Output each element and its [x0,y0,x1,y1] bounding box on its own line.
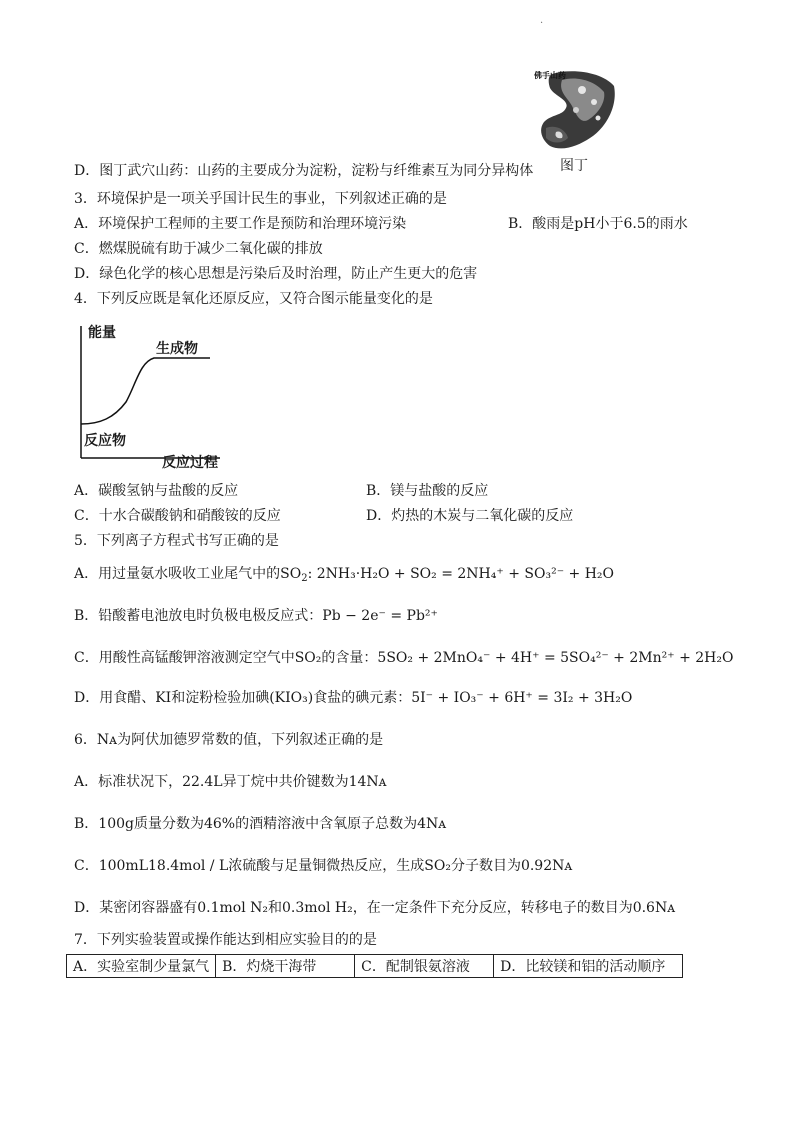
q5-option-a-text: A．用过量氨水吸收工业尾气中的SO [74,566,302,582]
q3-option-d: D．绿色化学的核心思想是污染后及时治理，防止产生更大的危害 [74,266,478,282]
q6-stem: 6．Nᴀ为阿伏加德罗常数的值，下列叙述正确的是 [74,732,384,748]
yam-photo [532,66,618,156]
q6-option-d: D．某密闭容器盛有0.1mol N₂和0.3mol H₂，在一定条件下充分反应，转移电子的数目为0.6Nᴀ [74,900,676,916]
energy-axis-label: 能量 [88,325,116,341]
q7-option-d: D．比较镁和铝的活动顺序 [494,955,683,978]
q4-option-c: C．十水合碳酸钠和硝酸铵的反应 [74,508,281,524]
q2-option-d: D．图丁武穴山药：山药的主要成分为淀粉，淀粉与纤维素互为同分异构体 [74,163,534,179]
q4-stem: 4．下列反应既是氧化还原反应，又符合图示能量变化的是 [74,291,433,307]
q5-option-c [74,649,733,667]
product-label: 生成物 [156,341,198,357]
q5-option-b-text: B．铅酸蓄电池放电时负极电极反应式： [74,608,323,624]
q5-stem: 5．下列离子方程式书写正确的是 [74,533,279,549]
reaction-process-label: 反应过程 [162,455,218,471]
figure-d-caption: 图丁 [560,158,588,174]
q7-option-c: C．配制银氨溶液 [355,955,494,978]
q7-stem: 7．下列实验装置或操作能达到相应实验目的的是 [74,932,377,948]
q6-option-c: C．100mL18.4mol / L浓硫酸与足量铜微热反应，生成SO₂分子数目为0.92Nᴀ [74,858,573,874]
energy-diagram [70,318,240,470]
q5-option-b [74,607,438,625]
q6-option-a: A．标准状况下，22.4L异丁烷中共价键数为14Nᴀ [74,774,387,790]
q5-option-d [74,689,632,707]
q3-option-c: C．燃煤脱硫有助于减少二氧化碳的排放 [74,241,323,257]
q3-option-b: B．酸雨是pH小于6.5的雨水 [508,216,688,232]
q4-option-d: D．灼热的木炭与二氧化碳的反应 [366,508,574,524]
top-dot: · [540,18,544,29]
q4-option-b: B．镁与盐酸的反应 [366,483,489,499]
q7-option-b: B．灼烧干海带 [216,955,355,978]
q6-option-b: B．100g质量分数为46%的酒精溶液中含氧原子总数为4Nᴀ [74,816,447,832]
q3-stem: 3．环境保护是一项关乎国计民生的事业，下列叙述正确的是 [74,191,447,207]
q3-option-a: A．环境保护工程师的主要工作是预防和治理环境污染 [74,216,407,232]
q5-option-c-text: C．用酸性高锰酸钾溶液测定空气中SO₂的含量： [74,650,378,666]
energy-curve [81,358,210,424]
yam-photo-label: 佛手山药 [534,71,566,80]
q5-option-b-equation: Pb − 2e⁻ = Pb²⁺ [322,608,438,624]
q7-options-row [67,955,683,978]
q5-option-a: A．用过量氨水吸收工业尾气中的$SO_2$: 2NH₃·H₂O + SO₂ = 2NH₄⁺ + SO₃²⁻ + H₂O [74,566,615,584]
q5-option-d-text: D．用食醋、KI和淀粉检验加碘(KIO₃)食盐的碘元素： [74,690,412,706]
q5-option-c-equation: 5SO₂ + 2MnO₄⁻ + 4H⁺ = 5SO₄²⁻ + 2Mn²⁺ + 2H₂O [377,650,734,666]
q7-option-a: A．实验室制少量氯气 [67,955,216,978]
q5-option-a-equation: : 2NH₃·H₂O + SO₂ = 2NH₄⁺ + SO₃²⁻ + H₂O [307,566,615,582]
q7-options-table [66,954,683,978]
reactant-label: 反应物 [84,433,126,449]
q4-option-a: A．碳酸氢钠与盐酸的反应 [74,483,239,499]
q5-option-d-equation: 5I⁻ + IO₃⁻ + 6H⁺ = 3I₂ + 3H₂O [411,690,633,706]
